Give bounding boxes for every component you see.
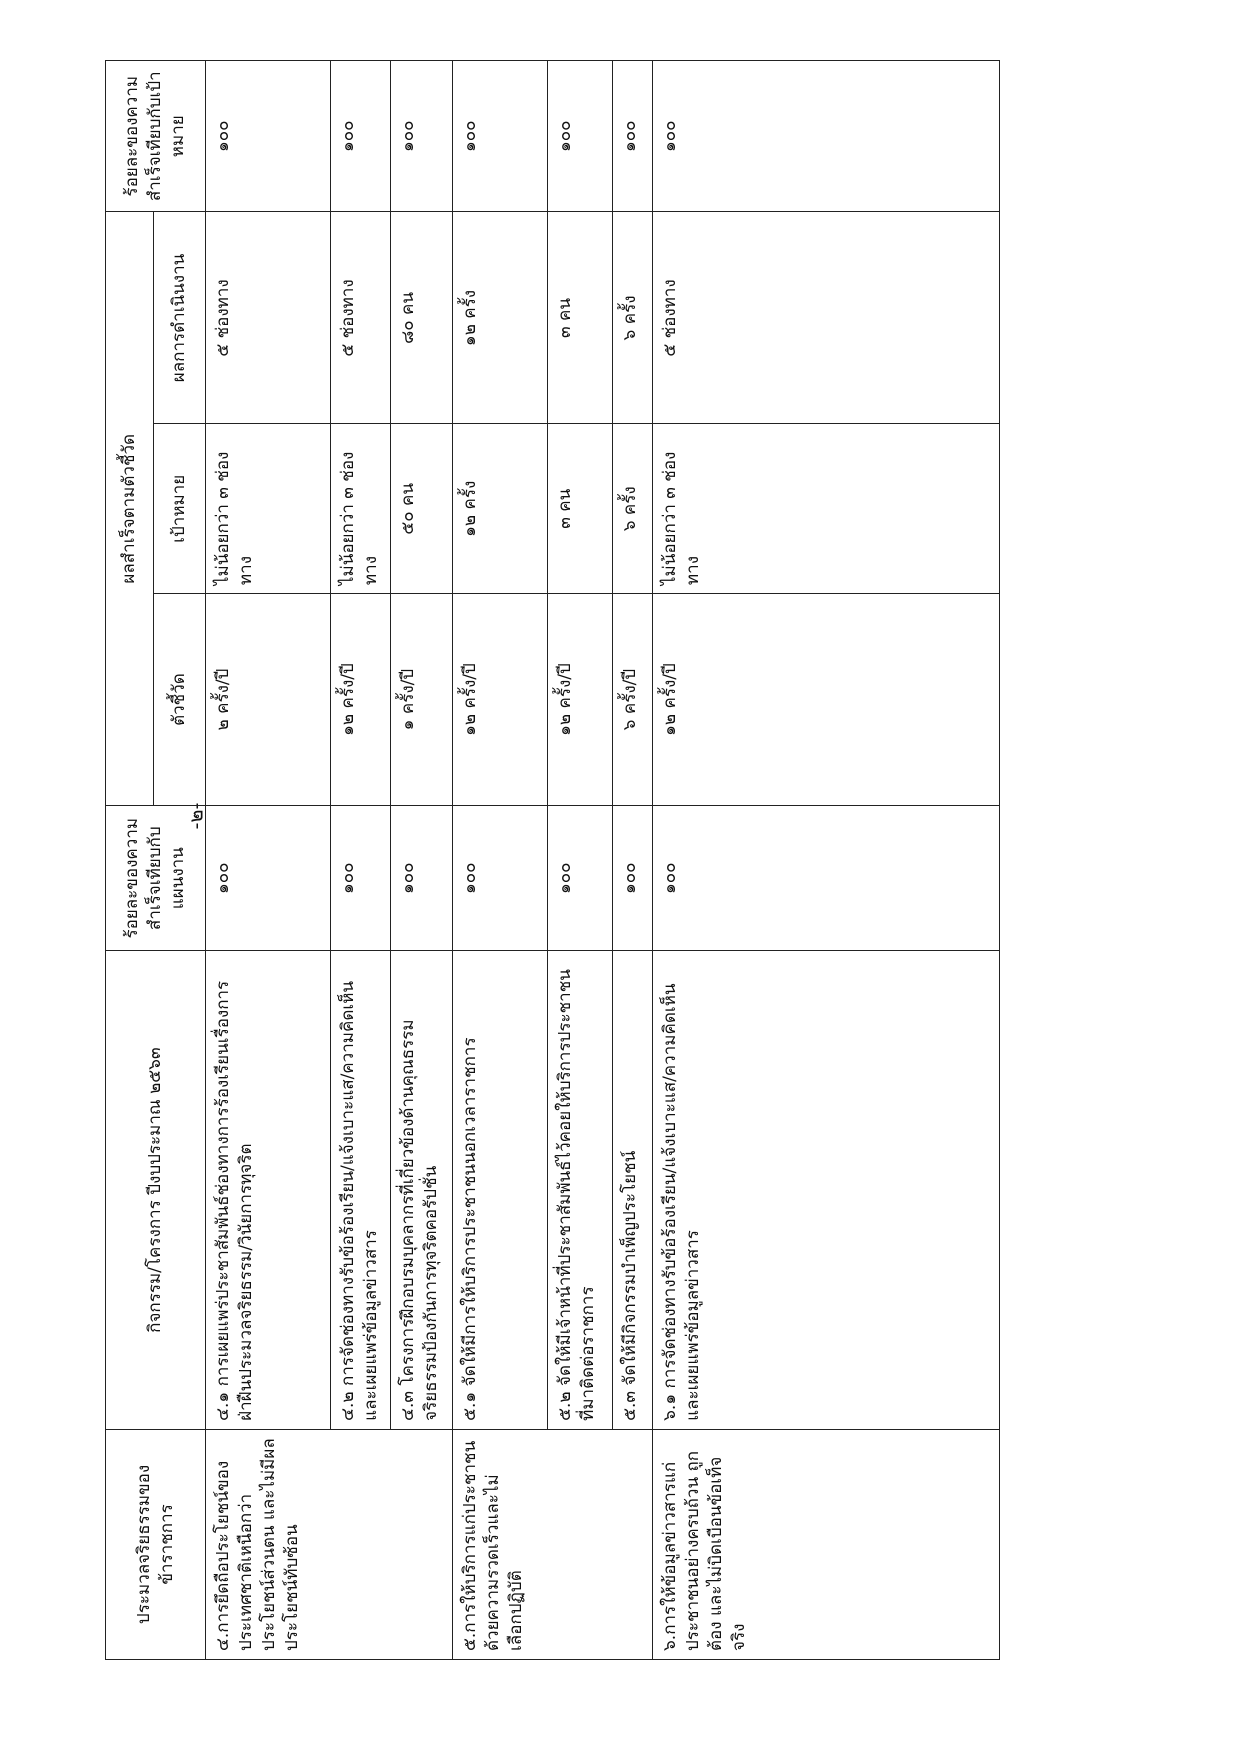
table-row — [613, 61, 653, 1660]
header-indicator: ตัวชี้วัด — [154, 594, 206, 806]
cell-percent-target: ๑๐๐ — [613, 61, 653, 212]
cell-standard: ๕.การให้บริการแก่ประชาชนด้วยความรวดเร็วและไม่เลือกปฏิบัติ — [453, 1429, 653, 1659]
cell-standard: ๖.การให้ข้อมูลข่าวสารแก่ประชาชนอย่างครบถ้วน ถูกต้อง และไม่บิดเบือนข้อเท็จจริง — [653, 1429, 1000, 1659]
cell-target: ๓ คน — [548, 424, 613, 594]
cell-outcome: ๖ ครั้ง — [613, 212, 653, 424]
header-percent-plan: ร้อยละของความสำเร็จเทียบกับแผนงาน — [106, 806, 206, 951]
cell-percent-target: ๑๐๐ — [391, 61, 453, 212]
header-outcome: ผลการดำเนินงาน — [154, 212, 206, 424]
cell-percent-plan: ๑๐๐ — [331, 806, 391, 951]
rotated-table-container — [105, 60, 1000, 1660]
header-target: เป้าหมาย — [154, 424, 206, 594]
cell-indicator: ๑๒ ครั้ง/ปี — [548, 594, 613, 806]
table-row — [206, 61, 331, 1660]
cell-target: ๖ ครั้ง — [613, 424, 653, 594]
cell-activity: ๔.๓ โครงการฝึกอบรมบุคลากรที่เกี่ยวข้องด้านคุณธรรม จริยธรรมป้องกันการทุจริตคอรัปชั่น — [391, 951, 453, 1429]
header-percent-target: ร้อยละของความสำเร็จเทียบกับเป้าหมาย — [106, 61, 206, 212]
cell-indicator: ๑ ครั้ง/ปี — [391, 594, 453, 806]
cell-outcome: ๕ ช่องทาง — [206, 212, 331, 424]
header-row-1 — [106, 61, 154, 1660]
cell-percent-target: ๑๐๐ — [453, 61, 548, 212]
cell-indicator: ๖ ครั้ง/ปี — [613, 594, 653, 806]
cell-target: ไม่น้อยกว่า ๓ ช่องทาง — [653, 424, 1000, 594]
cell-activity: ๕.๑ จัดให้มีการให้บริการประชาชนนอกเวลาราชการ — [453, 951, 548, 1429]
cell-activity: ๕.๒ จัดให้มีเจ้าหน้าที่ประชาสัมพันธ์ไว้คอยให้บริการประชาชนที่มาติดต่อราชการ — [548, 951, 613, 1429]
page-number: -๒- — [183, 802, 208, 830]
cell-indicator: ๑๒ ครั้ง/ปี — [331, 594, 391, 806]
table-row — [653, 61, 1000, 1660]
cell-indicator: ๒ ครั้ง/ปี — [206, 594, 331, 806]
cell-standard: ๔.การยึดถือประโยชน์ของประเทศชาติเหนือกว่าประโยชน์ส่วนตน และไม่มีผลประโยชน์ทับซ้อน — [206, 1429, 453, 1659]
cell-activity: ๕.๓ จัดให้มีกิจกรรมบำเพ็ญประโยชน์ — [613, 951, 653, 1429]
cell-outcome: ๘๐ คน — [391, 212, 453, 424]
cell-target: ไม่น้อยกว่า ๓ ช่องทาง — [206, 424, 331, 594]
table-row — [331, 61, 391, 1660]
cell-indicator: ๑๒ ครั้ง/ปี — [653, 594, 1000, 806]
ethics-results-table — [105, 60, 1000, 1660]
cell-percent-plan: ๑๐๐ — [653, 806, 1000, 951]
cell-target: ๕๐ คน — [391, 424, 453, 594]
cell-activity: ๔.๑ การเผยแพร่ประชาสัมพันธ์ช่องทางการร้องเรียนเรื่องการฝ่าฝืนประมวลจริยธรรม/วินัยการทุจริต — [206, 951, 331, 1429]
table-row — [453, 61, 548, 1660]
cell-percent-plan: ๑๐๐ — [453, 806, 548, 951]
cell-percent-target: ๑๐๐ — [653, 61, 1000, 212]
cell-indicator: ๑๒ ครั้ง/ปี — [453, 594, 548, 806]
cell-percent-target: ๑๐๐ — [548, 61, 613, 212]
cell-target: ไม่น้อยกว่า ๓ ช่องทาง — [331, 424, 391, 594]
cell-percent-plan: ๑๐๐ — [206, 806, 331, 951]
cell-target: ๑๒ ครั้ง — [453, 424, 548, 594]
cell-activity: ๖.๑ การจัดช่องทางรับข้อร้องเรียน/แจ้งเบาะแส/ความคิดเห็นและเผยแพร่ข้อมูลข่าวสาร — [653, 951, 1000, 1429]
cell-percent-plan: ๑๐๐ — [613, 806, 653, 951]
cell-percent-plan: ๑๐๐ — [548, 806, 613, 951]
cell-outcome: ๓ คน — [548, 212, 613, 424]
cell-activity: ๔.๒ การจัดช่องทางรับข้อร้องเรียน/แจ้งเบาะแส/ความคิดเห็นและเผยแพร่ข้อมูลข่าวสาร — [331, 951, 391, 1429]
table-row — [548, 61, 613, 1660]
cell-outcome: ๕ ช่องทาง — [331, 212, 391, 424]
cell-outcome: ๕ ช่องทาง — [653, 212, 1000, 424]
cell-percent-target: ๑๐๐ — [331, 61, 391, 212]
header-activity: กิจกรรม/โครงการ ปีงบประมาณ ๒๕๖๓ — [106, 951, 206, 1429]
header-standard: ประมวลจริยธรรมของข้าราชการ — [106, 1429, 206, 1659]
cell-outcome: ๑๒ ครั้ง — [453, 212, 548, 424]
table-row — [391, 61, 453, 1660]
header-results-group: ผลสำเร็จตามตัวชี้วัด — [106, 212, 154, 806]
cell-percent-plan: ๑๐๐ — [391, 806, 453, 951]
cell-percent-target: ๑๐๐ — [206, 61, 331, 212]
